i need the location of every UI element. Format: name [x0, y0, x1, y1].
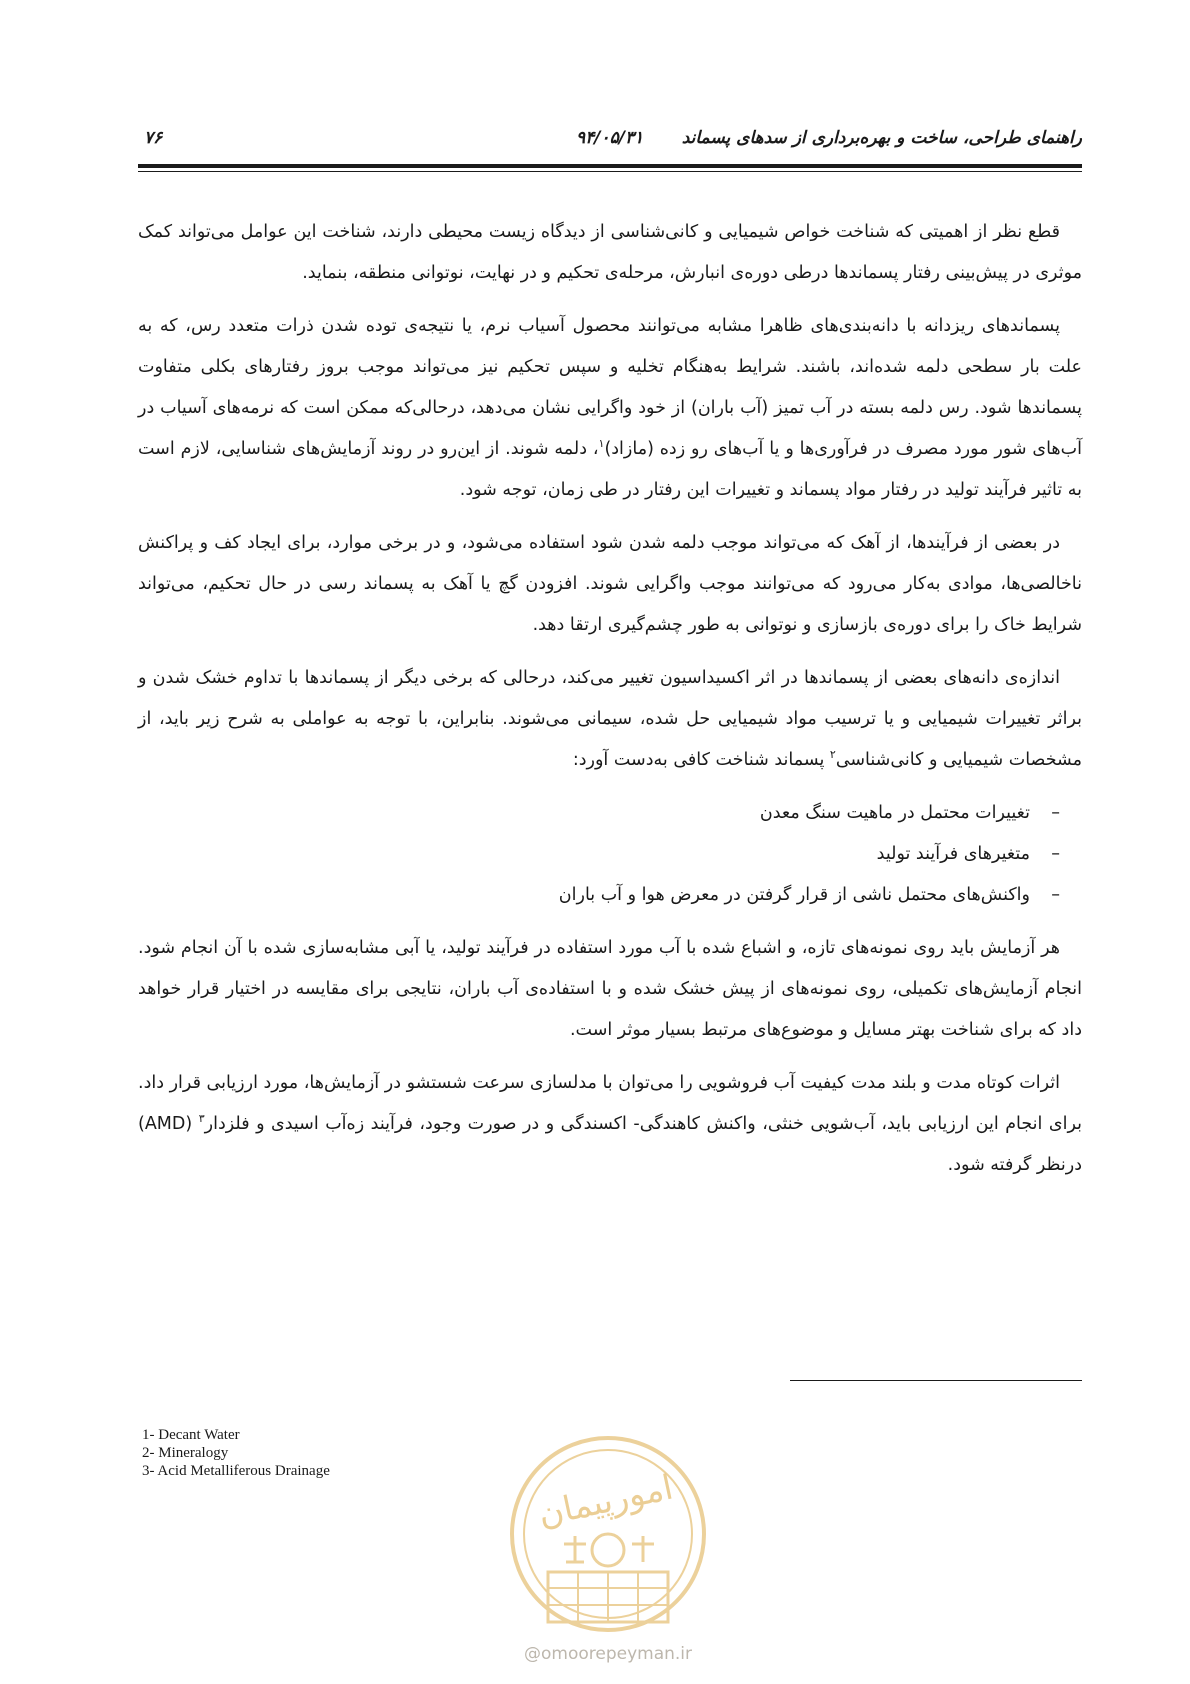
watermark-seal-text: امورپیمان: [534, 1467, 677, 1535]
paragraph-4-text-a: اندازه‌ی دانه‌های بعضی از پسماندها در اثر اکسیداسیون تغییر می‌کند، درحالی که برخی دیگر از پسماندها با تداوم خشک شدن و براثر تغییرات شیمیایی و یا ترسیب مواد شیمیایی حل شده، سیمانی می‌شوند. بنابراین، با توجه به عواملی به شرح زیر باید، از مشخصات شیمیایی و کانی‌شناسی: [138, 668, 1082, 770]
list-item-text: واکنش‌های محتمل ناشی از قرار گرفتن در معرض هوا و آب باران: [558, 885, 1030, 905]
list-item-text: تغییرات محتمل در ماهیت سنگ معدن: [759, 803, 1030, 823]
footnote-ref-3: ۳: [198, 1112, 205, 1126]
footnote-separator: [790, 1380, 1082, 1381]
list-item: [138, 793, 1060, 834]
bullet-dash: –: [1051, 885, 1060, 905]
paragraph-2-text-a: پسماندهای ریزدانه با دانه‌بندی‌های ظاهرا مشابه می‌توانند محصول آسیاب نرم، یا نتیجه‌ی توده شدن ذرات متعدد رس، که به علت بار سطحی دلمه شده‌اند، باشند. شرایط به‌هنگام تخلیه و سپس تحکیم نیز می‌تواند موجب بروز رفتارهای بکلی متفاوت پسماندها شود. رس دلمه بسته در آب تمیز (آب باران) از خود واگرایی نشان می‌دهد، درحالی‌که ممکن است که نرمه‌های آسیاب در آب‌های شور مورد مصرف در فرآوری‌ها و یا آب‌های رو زده (مازاد): [138, 316, 1082, 459]
watermark-site: @omoorepeyman.ir: [523, 1644, 693, 1664]
header-title: راهنمای طراحی، ساخت و بهره‌برداری از سدهای پسماند: [681, 128, 1082, 148]
paragraph-6-text-b: (AMD) درنظر گرفته شود.: [138, 1114, 1082, 1175]
paragraph-6-text-a: اثرات کوتاه مدت و بلند مدت کیفیت آب فروشویی را می‌توان با مدلسازی سرعت شستشو در آزمایش‌ها، مورد ارزیابی قرار داد. برای انجام این ارزیابی باید، آب‌شویی خنثی، واکنش کاهندگی- اکسندگی و در صورت وجود، فرآیند زه‌آب اسیدی و فلزدار: [138, 1073, 1083, 1134]
paragraph-6: [138, 1063, 1082, 1186]
paragraph-3: در بعضی از فرآیندها، از آهک که می‌تواند موجب دلمه شدن شود استفاده می‌شود، و در برخی موارد، برای ایجاد کف و پراکنش ناخالصی‌ها، موادی به‌کار می‌رود که می‌توانند موجب واگرایی شوند. افزودن گچ یا آهک به پسماند رسی در حال تحکیم، می‌تواند شرایط خاک را برای دوره‌ی بازسازی و نوتوانی به طور چشم‌گیری ارتقا دهد.: [138, 533, 1082, 635]
footnote-3: 3- Acid Metalliferous Drainage: [142, 1463, 330, 1479]
main-body: [138, 212, 1082, 1198]
paragraph-2: [138, 306, 1082, 511]
paragraph-5: هر آزمایش باید روی نمونه‌های تازه، و اشباع شده با آب مورد استفاده در فرآیند تولید، یا آبی مشابه‌سازی شده با آن انجام شود. انجام آزمایش‌های تکمیلی، روی نمونه‌های از پیش خشک شده و با استفاده‌ی آب باران، نتایجی برای مقایسه در اختیار قرار خواهد داد که برای شناخت بهتر مسایل و موضوع‌های مرتبط بسیار موثر است.: [138, 938, 1082, 1040]
page-header: [138, 126, 1082, 156]
footnote-ref-2: ۲: [829, 748, 836, 762]
bullet-dash: –: [1051, 803, 1060, 823]
footnote-1: 1- Decant Water: [142, 1427, 240, 1443]
list-item: [138, 834, 1060, 875]
header-date: ۹۴/۰۵/۳۱: [576, 128, 644, 148]
page-number: ۷۶: [144, 128, 163, 148]
list-item: [138, 875, 1060, 916]
bullet-dash: –: [1051, 844, 1060, 864]
paragraph-4: [138, 658, 1082, 781]
header-rule-thick: [138, 164, 1082, 168]
header-rule-thin: [138, 171, 1082, 172]
paragraph-1: قطع نظر از اهمیتی که شناخت خواص شیمیایی و کانی‌شناسی از دیدگاه زیست محیطی دارند، شناخت این عوامل می‌تواند کمک موثری در پیش‌بینی رفتار پسماندها درطی دوره‌ی انبارش، مرحله‌ی تحکیم و در نهایت، نوتوانی منطقه، بنماید.: [138, 222, 1082, 283]
list-item-text: متغیرهای فرآیند تولید: [876, 844, 1030, 864]
watermark-seal: [478, 1422, 738, 1682]
footnote-ref-1: ۱: [598, 437, 605, 451]
factor-list: [138, 793, 1082, 916]
paragraph-4-text-b: پسماند شناخت کافی به‌دست آورد:: [572, 750, 830, 770]
footnote-2: 2- Mineralogy: [142, 1445, 229, 1461]
paragraph-2-text-b: ، دلمه شوند. از این‌رو در روند آزمایش‌های شناسایی، لازم است به تاثیر فرآیند تولید در رفتار مواد پسماند و تغییرات این رفتار در طی زمان، توجه شود.: [138, 439, 1082, 500]
